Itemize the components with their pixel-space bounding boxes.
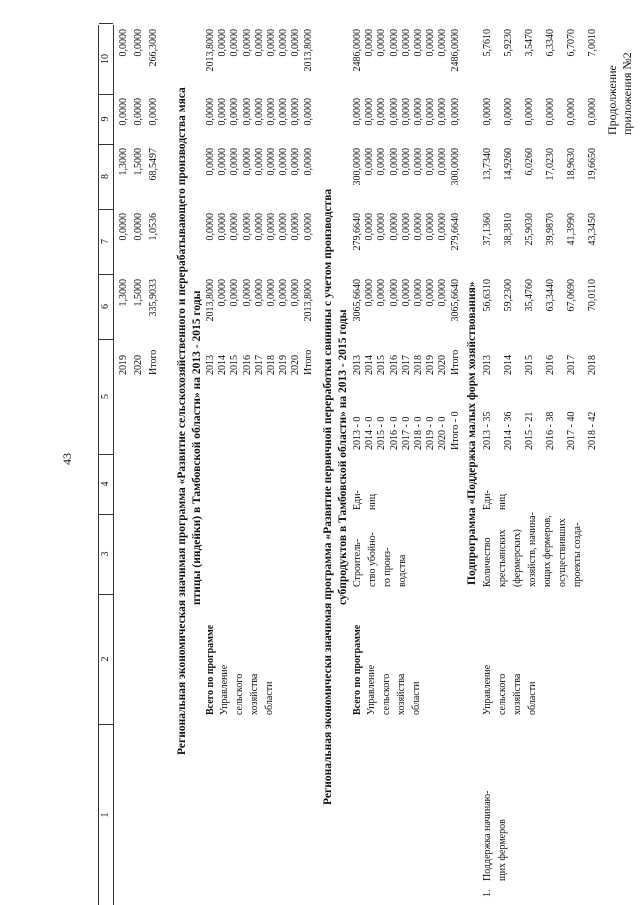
section1-caption-line1: Региональная экономическая значимая программа «Развитие сельскохозяйственного и перерабатывающего производства мяса [176, 87, 188, 755]
year-cell: 2016 [545, 355, 556, 375]
year-cell: 2020 [437, 355, 449, 375]
value-other-cell: 0,0000 [266, 29, 277, 57]
section3-executor-line: области [527, 681, 538, 715]
value-regional-cell: 0,0000 [229, 148, 241, 176]
value-other-cell: 0,0000 [376, 29, 388, 57]
value-regional-cell: 0,0000 [376, 148, 388, 176]
value-regional-cell: 0,0000 [241, 148, 253, 176]
table-header [98, 25, 114, 905]
value-regional-cell: 300,0000 [352, 148, 363, 186]
value-federal-cell: 0,0000 [290, 213, 302, 241]
value-local-cell: 0,0000 [278, 98, 290, 126]
section1-name: Всего по программе [205, 624, 216, 715]
target-value-cell: 2019 - 0 [425, 416, 437, 450]
year-cell: 2018 [413, 355, 424, 375]
target-value-cell: 2014 - 36 [503, 411, 514, 450]
col-header-3: 3 [99, 514, 113, 595]
section3-indicator-line: осуществивших [557, 518, 568, 587]
section3-indicator-line: (фермерских) [512, 529, 523, 587]
value-local-cell: 0,0000 [376, 98, 388, 126]
value-total-cell: 0,0000 [266, 279, 277, 307]
section2-caption-line2: субпродуктов в Тамбовской области» на 2013 - 2015 годы [337, 309, 349, 605]
value-local-cell: 0,0000 [587, 98, 598, 126]
value-local-cell: 0,0000 [352, 98, 363, 126]
col-header-10: 10 [99, 23, 113, 95]
section2-executor-line: хозяйства [396, 673, 407, 715]
value-federal-cell: 1,0536 [148, 213, 159, 241]
value-total-cell: 59,2300 [503, 279, 514, 312]
year-cell: 2019 [278, 355, 290, 375]
value-regional-cell: 0,0000 [364, 148, 376, 176]
value-regional-cell: 19,6650 [587, 148, 598, 181]
value-total-cell: 3065,6640 [352, 279, 363, 322]
value-local-cell: 0,0000 [482, 98, 493, 126]
value-federal-cell: 279,6640 [352, 213, 363, 251]
value-federal-cell: 0,0000 [118, 213, 129, 241]
value-federal-cell: 0,0000 [425, 213, 437, 241]
value-total-cell: 1,5000 [133, 279, 144, 307]
year-cell: Итого [302, 349, 314, 375]
section1-caption-line2: птицы (индейки) в Тамбовской области» на 2013 - 2015 годы [191, 290, 203, 605]
value-local-cell: 0,0000 [241, 98, 253, 126]
value-federal-cell: 0,0000 [266, 213, 277, 241]
year-cell: Итого [449, 349, 461, 375]
value-total-cell: 70,0110 [587, 279, 598, 312]
section1-executor-line: сельского [234, 673, 245, 715]
value-other-cell: 0,0000 [400, 29, 412, 57]
value-regional-cell: 1,5000 [133, 148, 144, 176]
target-value-cell: 2020 - 0 [437, 416, 449, 450]
value-other-cell: 2013,8000 [302, 29, 314, 72]
year-cell: 2020 [290, 355, 302, 375]
value-local-cell: 0,0000 [217, 98, 229, 126]
target-value-cell: 2013 - 0 [352, 416, 363, 450]
page-number: 43 [60, 453, 74, 465]
col-header-5: 5 [99, 339, 113, 455]
value-other-cell: 0,0000 [278, 29, 290, 57]
section1-executor-line: Управление [219, 664, 230, 715]
year-cell: Итого [148, 349, 159, 375]
value-local-cell: 0,0000 [205, 98, 216, 126]
value-local-cell: 0,0000 [118, 98, 129, 126]
value-local-cell: 0,0000 [503, 98, 514, 126]
value-regional-cell: 17,0230 [545, 148, 556, 181]
value-regional-cell: 68,5497 [148, 148, 159, 181]
value-local-cell: 0,0000 [364, 98, 376, 126]
section3-name-line: Поддержка начинаю- [482, 790, 493, 881]
target-value-cell: 2016 - 38 [545, 411, 556, 450]
section2-name: Всего по программе [352, 624, 363, 715]
value-federal-cell: 0,0000 [413, 213, 424, 241]
year-cell: 2020 [133, 355, 144, 375]
value-local-cell: 0,0000 [266, 98, 277, 126]
target-value-cell: 2018 - 42 [587, 411, 598, 450]
value-regional-cell: 0,0000 [217, 148, 229, 176]
value-federal-cell: 39,9870 [545, 213, 556, 246]
value-local-cell: 0,0000 [133, 98, 144, 126]
year-cell: 2013 [205, 355, 216, 375]
value-total-cell: 67,0690 [566, 279, 577, 312]
value-local-cell: 0,0000 [524, 98, 535, 126]
value-federal-cell: 38,3810 [503, 213, 514, 246]
value-federal-cell: 0,0000 [437, 213, 449, 241]
value-other-cell: 2486,0000 [449, 29, 461, 72]
year-cell: 2017 [566, 355, 577, 375]
year-cell: 2014 [364, 355, 376, 375]
year-cell: 2015 [376, 355, 388, 375]
value-federal-cell: 0,0000 [302, 213, 314, 241]
section3-executor-line: Управление [482, 664, 493, 715]
section2-indicator-line: го произ- [382, 547, 393, 587]
section2-unit-line: ниц [367, 493, 378, 510]
col-header-6: 6 [99, 274, 113, 340]
section3-indicator-line: Количество [482, 537, 493, 587]
value-local-cell: 0,0000 [413, 98, 424, 126]
value-total-cell: 0,0000 [290, 279, 302, 307]
value-regional-cell: 0,0000 [290, 148, 302, 176]
section3-indicator-line: крестьянских [497, 529, 508, 587]
value-total-cell: 0,0000 [437, 279, 449, 307]
section3-executor-line: хозяйства [512, 673, 523, 715]
section3-indicator-line: ющих фермеров, [542, 515, 553, 587]
value-regional-cell: 0,0000 [437, 148, 449, 176]
target-value-cell: 2017 - 40 [566, 411, 577, 450]
year-cell: 2013 [482, 355, 493, 375]
section3-executor-line: сельского [497, 673, 508, 715]
value-regional-cell: 0,0000 [425, 148, 437, 176]
value-total-cell: 0,0000 [217, 279, 229, 307]
value-total-cell: 0,0000 [364, 279, 376, 307]
value-regional-cell: 0,0000 [266, 148, 277, 176]
value-local-cell: 0,0000 [388, 98, 400, 126]
value-total-cell: 56,6310 [482, 279, 493, 312]
value-other-cell: 6,3340 [545, 29, 556, 57]
value-federal-cell: 0,0000 [205, 213, 216, 241]
value-other-cell: 0,0000 [388, 29, 400, 57]
section2-indicator-line: Строитель- [352, 538, 363, 587]
value-total-cell: 1,3000 [118, 279, 129, 307]
value-total-cell: 35,4760 [524, 279, 535, 312]
section3-name-line: щих фермеров [497, 819, 508, 881]
section3-item-number: 1. [482, 889, 493, 897]
value-local-cell: 0,0000 [425, 98, 437, 126]
year-cell: 2019 [425, 355, 437, 375]
target-value-cell: 2014 - 0 [364, 416, 376, 450]
target-value-cell: 2017 - 0 [400, 416, 412, 450]
col-header-1: 1 [100, 812, 111, 818]
value-regional-cell: 0,0000 [388, 148, 400, 176]
value-local-cell: 0,0000 [253, 98, 265, 126]
value-local-cell: 0,0000 [437, 98, 449, 126]
value-total-cell: 0,0000 [229, 279, 241, 307]
value-other-cell: 3,5470 [524, 29, 535, 57]
value-federal-cell: 43,3450 [587, 213, 598, 246]
value-regional-cell: 0,0000 [205, 148, 216, 176]
year-cell: 2017 [400, 355, 412, 375]
value-federal-cell: 0,0000 [376, 213, 388, 241]
section2-executor-line: области [411, 681, 422, 715]
value-regional-cell: 0,0000 [413, 148, 424, 176]
value-federal-cell: 0,0000 [229, 213, 241, 241]
value-total-cell: 0,0000 [253, 279, 265, 307]
value-regional-cell: 0,0000 [253, 148, 265, 176]
value-federal-cell: 37,1360 [482, 213, 493, 246]
value-other-cell: 0,0000 [425, 29, 437, 57]
year-cell: 2016 [388, 355, 400, 375]
value-regional-cell: 13,7340 [482, 148, 493, 181]
target-value-cell: 2018 - 0 [413, 416, 424, 450]
value-federal-cell: 0,0000 [278, 213, 290, 241]
target-value-cell: 2015 - 0 [376, 416, 388, 450]
value-total-cell: 0,0000 [241, 279, 253, 307]
value-local-cell: 0,0000 [148, 98, 159, 126]
value-local-cell: 0,0000 [400, 98, 412, 126]
value-total-cell: 335,9033 [148, 279, 159, 317]
section2-indicator-line: ство убойно- [367, 532, 378, 587]
col-header-8: 8 [99, 144, 113, 210]
value-other-cell: 5,7610 [482, 29, 493, 57]
col-header-2: 2 [99, 594, 113, 725]
value-regional-cell: 6,0260 [524, 148, 535, 176]
section3-unit-line: ниц [497, 493, 508, 510]
value-federal-cell: 0,0000 [400, 213, 412, 241]
value-total-cell: 0,0000 [388, 279, 400, 307]
value-federal-cell: 0,0000 [133, 213, 144, 241]
year-cell: 2017 [253, 355, 265, 375]
value-total-cell: 0,0000 [278, 279, 290, 307]
value-other-cell: 7,0010 [587, 29, 598, 57]
value-other-cell: 0,0000 [241, 29, 253, 57]
year-cell: 2014 [503, 355, 514, 375]
section2-indicator-line: водства [397, 554, 408, 587]
value-local-cell: 0,0000 [449, 98, 461, 126]
value-federal-cell: 0,0000 [364, 213, 376, 241]
section3-indicator-line: хозяйств, начина- [527, 512, 538, 587]
value-total-cell: 2013,8000 [205, 279, 216, 322]
year-cell: 2018 [266, 355, 277, 375]
col-header-7: 7 [99, 209, 113, 275]
col-header-4: 4 [99, 454, 113, 515]
value-local-cell: 0,0000 [290, 98, 302, 126]
value-other-cell: 0,0000 [290, 29, 302, 57]
value-federal-cell: 25,9030 [524, 213, 535, 246]
value-federal-cell: 0,0000 [388, 213, 400, 241]
section1-executor-line: хозяйства [249, 673, 260, 715]
year-cell: 2016 [241, 355, 253, 375]
value-regional-cell: 18,9630 [566, 148, 577, 181]
target-value-cell: 2015 - 21 [524, 411, 535, 450]
year-cell: 2019 [118, 355, 129, 375]
value-regional-cell: 0,0000 [302, 148, 314, 176]
year-cell: 2014 [217, 355, 229, 375]
value-total-cell: 3065,6640 [449, 279, 461, 322]
value-local-cell: 0,0000 [566, 98, 577, 126]
year-cell: 2015 [524, 355, 535, 375]
section3-indicator-line: проекты созда- [572, 522, 583, 587]
value-other-cell: 0,0000 [133, 29, 144, 57]
value-total-cell: 2013,8000 [302, 279, 314, 322]
value-regional-cell: 1,3000 [118, 148, 129, 176]
col-header-9: 9 [99, 94, 113, 145]
value-local-cell: 0,0000 [545, 98, 556, 126]
value-other-cell: 5,9230 [503, 29, 514, 57]
value-federal-cell: 41,3990 [566, 213, 577, 246]
value-local-cell: 0,0000 [302, 98, 314, 126]
value-federal-cell: 279,6640 [449, 213, 461, 251]
value-other-cell: 0,0000 [437, 29, 449, 57]
value-other-cell: 0,0000 [229, 29, 241, 57]
section2-executor-line: сельского [381, 673, 392, 715]
year-cell: 2015 [229, 355, 241, 375]
value-other-cell: 6,7070 [566, 29, 577, 57]
value-federal-cell: 0,0000 [253, 213, 265, 241]
value-regional-cell: 0,0000 [400, 148, 412, 176]
section1-executor-line: области [264, 681, 275, 715]
value-other-cell: 266,3000 [148, 29, 159, 67]
value-other-cell: 0,0000 [364, 29, 376, 57]
value-total-cell: 0,0000 [425, 279, 437, 307]
section3-caption: Подпрограмма «Поддержка малых форм хозяйствования» [466, 281, 478, 585]
target-value-cell: 2016 - 0 [388, 416, 400, 450]
year-cell: 2018 [587, 355, 598, 375]
value-other-cell: 0,0000 [253, 29, 265, 57]
continuation-label: Продолжение приложения №2 [605, 52, 634, 135]
section2-unit-line: Еди- [352, 490, 363, 510]
value-regional-cell: 14,9260 [503, 148, 514, 181]
section2-executor-line: Управление [366, 664, 377, 715]
section3-unit-line: Еди- [482, 490, 493, 510]
value-other-cell: 0,0000 [118, 29, 129, 57]
value-total-cell: 0,0000 [376, 279, 388, 307]
value-federal-cell: 0,0000 [241, 213, 253, 241]
value-other-cell: 2486,0000 [352, 29, 363, 72]
value-other-cell: 2013,8000 [205, 29, 216, 72]
target-value-cell: 2013 - 35 [482, 411, 493, 450]
target-value-cell: Итого - 0 [449, 411, 461, 450]
value-other-cell: 0,0000 [413, 29, 424, 57]
value-total-cell: 0,0000 [413, 279, 424, 307]
value-total-cell: 0,0000 [400, 279, 412, 307]
value-total-cell: 63,3440 [545, 279, 556, 312]
value-regional-cell: 300,0000 [449, 148, 461, 186]
section2-caption-line1: Региональная экономически значимая программа «Развитие первичной переработки свинины с учетом производства [322, 188, 334, 805]
value-other-cell: 0,0000 [217, 29, 229, 57]
year-cell: 2013 [352, 355, 363, 375]
value-regional-cell: 0,0000 [278, 148, 290, 176]
value-federal-cell: 0,0000 [217, 213, 229, 241]
value-local-cell: 0,0000 [229, 98, 241, 126]
